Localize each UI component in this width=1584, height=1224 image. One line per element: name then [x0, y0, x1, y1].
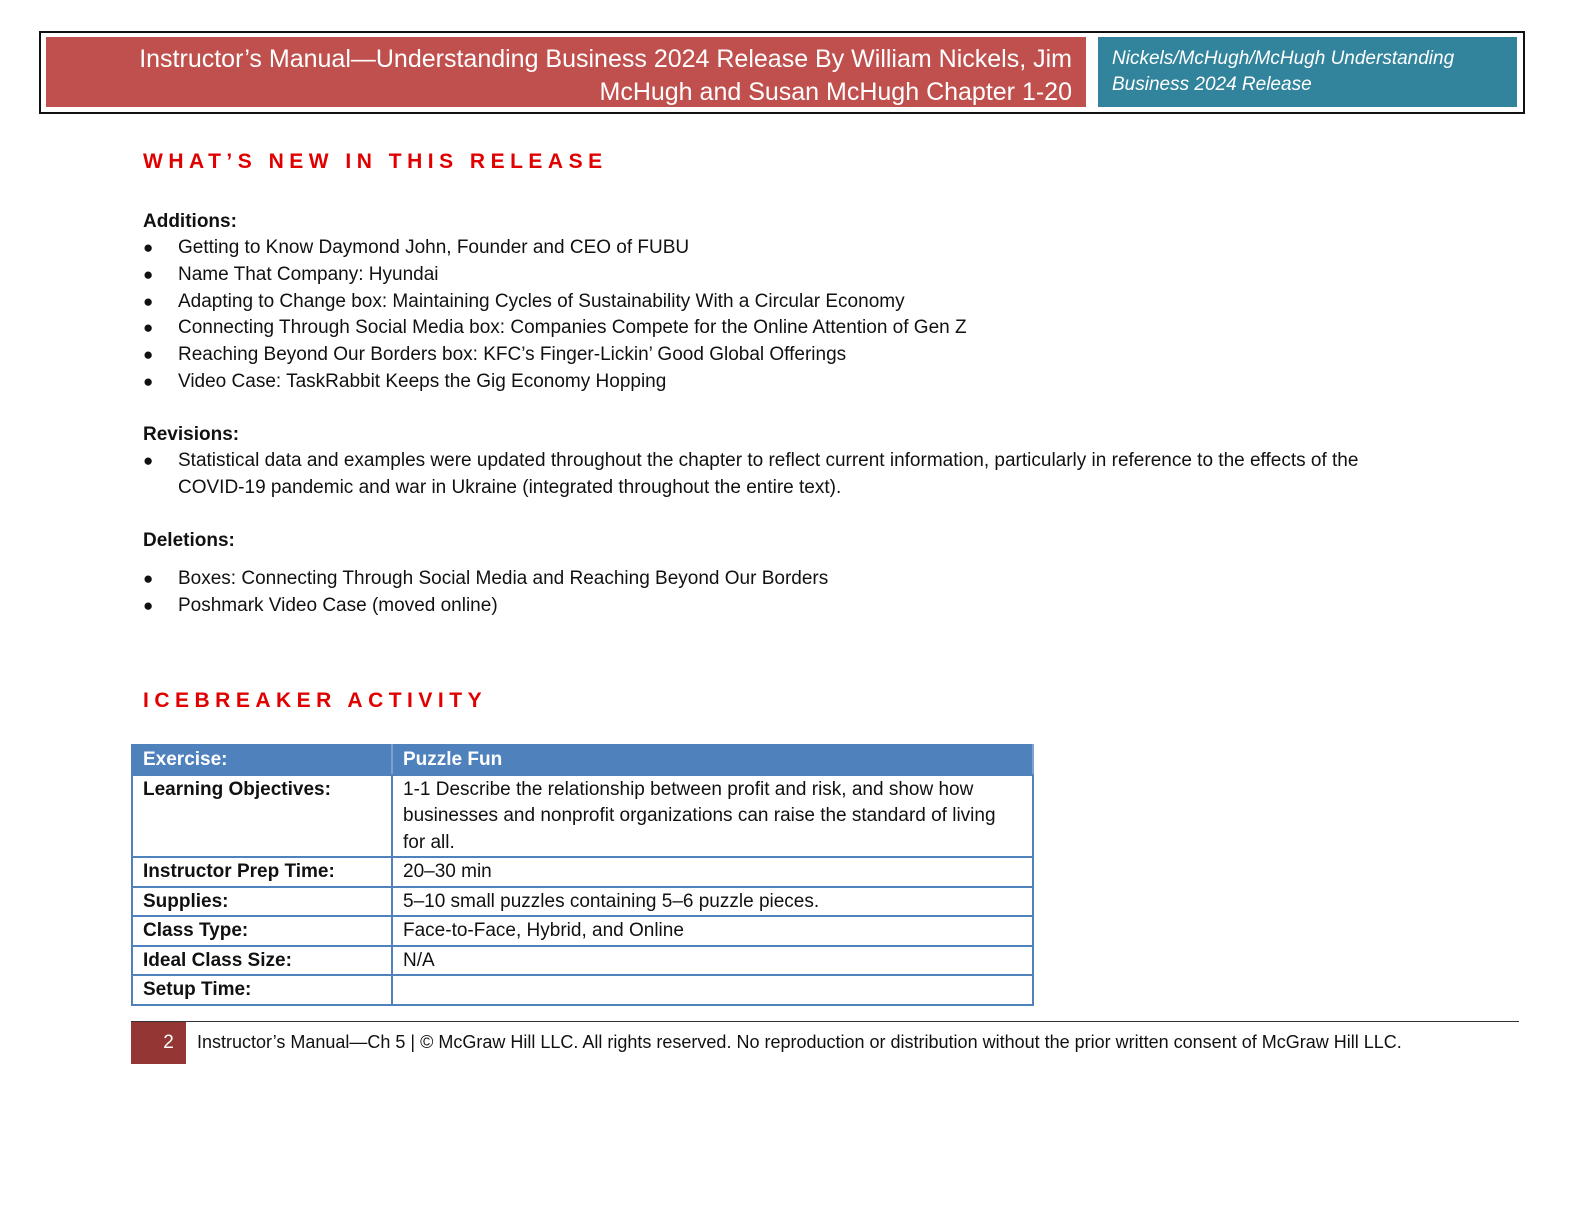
deletions-block: [143, 528, 1443, 620]
table-row: [132, 946, 1033, 976]
bullet-icon: ●: [143, 318, 154, 338]
footer-copyright: Instructor’s Manual—Ch 5 | © McGraw Hill LLC. All rights reserved. No reproduction or distribution without the prior written consent of McGraw Hill LLC.: [197, 1032, 1402, 1052]
learning-objectives-value: 1-1 Describe the relationship between profit and risk, and show how businesses and nonprofit organizations can raise the standard of living for all.: [392, 775, 1033, 858]
list-item: ● Getting to Know Daymond John, Founder and CEO of FUBU: [143, 235, 1443, 262]
deletions-list: [143, 566, 1443, 620]
bullet-icon: ●: [143, 264, 154, 284]
whats-new-heading: WHAT’S NEW IN THIS RELEASE: [143, 150, 608, 173]
exercise-label: Exercise:: [132, 745, 392, 775]
bullet-icon: ●: [143, 291, 154, 311]
class-type-value: Face-to-Face, Hybrid, and Online: [392, 916, 1033, 946]
table-row: [132, 975, 1033, 1005]
class-size-label: Ideal Class Size:: [132, 946, 392, 976]
supplies-value: 5–10 small puzzles containing 5–6 puzzle pieces.: [392, 887, 1033, 917]
bullet-icon: ●: [143, 451, 154, 470]
setup-time-value: [392, 975, 1033, 1005]
table-row: [132, 857, 1033, 887]
list-item: ● Poshmark Video Case (moved online): [143, 593, 1443, 620]
revisions-block: [143, 422, 1443, 502]
additions-label: Additions:: [143, 211, 237, 232]
list-item: ● Reaching Beyond Our Borders box: KFC’s Finger-Lickin’ Good Global Offerings: [143, 342, 1443, 369]
class-size-value: N/A: [392, 946, 1033, 976]
table-row: [132, 775, 1033, 858]
header-side-title: Nickels/McHugh/McHugh Understanding Business 2024 Release: [1098, 37, 1517, 107]
header-main-title: Instructor’s Manual—Understanding Business 2024 Release By William Nickels, Jim McHugh and Susan McHugh Chapter 1-20: [46, 37, 1086, 107]
page-number: 2: [131, 1022, 186, 1064]
bullet-icon: ●: [143, 569, 154, 588]
table-row: [132, 916, 1033, 946]
revisions-label: Revisions:: [143, 424, 240, 445]
supplies-label: Supplies:: [132, 887, 392, 917]
deletions-label: Deletions:: [143, 530, 235, 551]
prep-time-label: Instructor Prep Time:: [132, 857, 392, 887]
exercise-value: Puzzle Fun: [392, 745, 1033, 775]
bullet-icon: ●: [143, 595, 154, 615]
prep-time-value: 20–30 min: [392, 857, 1033, 887]
additions-list: [143, 235, 1443, 396]
additions-block: [143, 209, 1443, 396]
table-row: [132, 887, 1033, 917]
list-item: ● Video Case: TaskRabbit Keeps the Gig Economy Hopping: [143, 369, 1443, 396]
bullet-icon: ●: [143, 238, 154, 257]
revisions-list: [143, 448, 1418, 502]
setup-time-label: Setup Time:: [132, 975, 392, 1005]
bullet-icon: ●: [143, 345, 154, 365]
list-item: ● Boxes: Connecting Through Social Media and Reaching Beyond Our Borders: [143, 566, 1443, 593]
learning-objectives-label: Learning Objectives:: [132, 775, 392, 858]
icebreaker-heading: ICEBREAKER ACTIVITY: [143, 689, 488, 712]
icebreaker-table: [131, 744, 1034, 1006]
list-item: ● Connecting Through Social Media box: Companies Compete for the Online Attention of Gen Z: [143, 315, 1443, 342]
list-item: ● Adapting to Change box: Maintaining Cycles of Sustainability With a Circular Economy: [143, 289, 1443, 316]
list-item: ● Name That Company: Hyundai: [143, 262, 1443, 289]
list-item: ● Statistical data and examples were updated throughout the chapter to reflect current information, particularly in reference to the effects of the COVID-19 pandemic and war in Ukraine (integrated throughout the entire text).: [143, 450, 1359, 498]
table-row: [132, 745, 1033, 775]
bullet-icon: ●: [143, 371, 154, 391]
footer-divider: [131, 1021, 1519, 1022]
class-type-label: Class Type:: [132, 916, 392, 946]
